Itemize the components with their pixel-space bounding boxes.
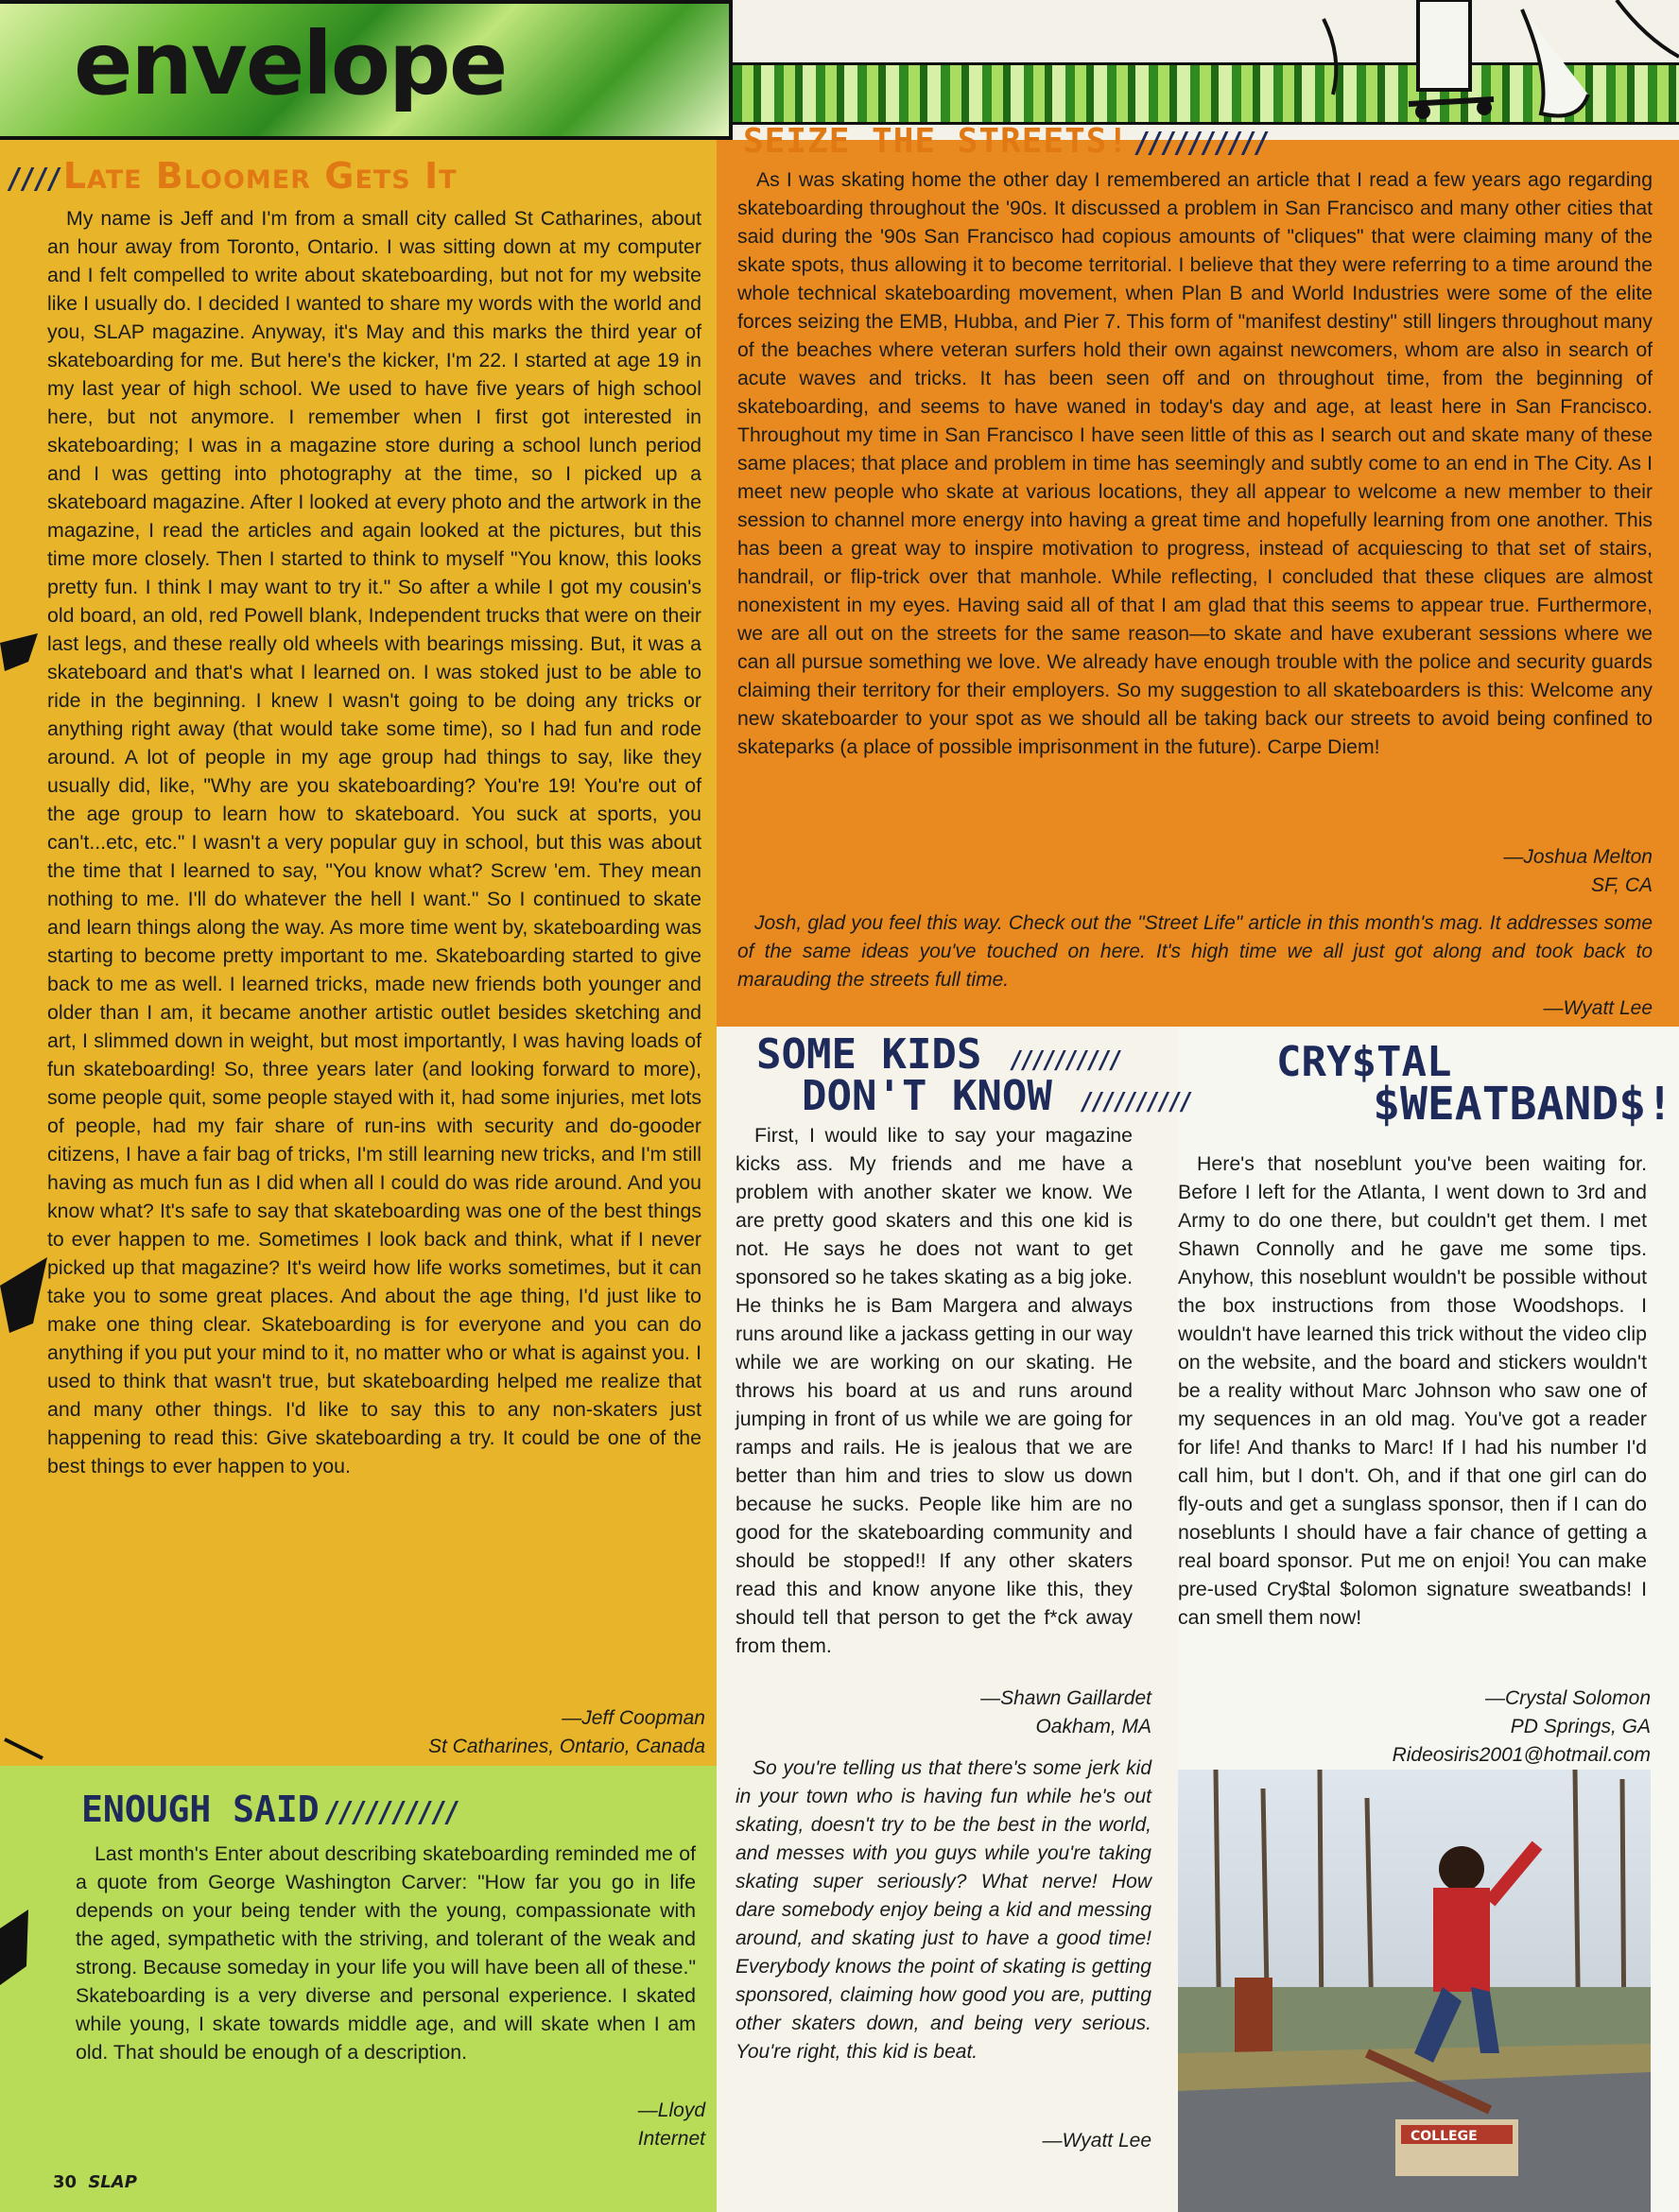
heading-slashes: ////////// [1008,1046,1119,1075]
signature-location: Oakham, MA [1035,1716,1151,1737]
crystal-title-line2: $WEATBAND$! [1373,1078,1673,1131]
seize-title: SEIZE THE STREETS! [743,122,1130,161]
late-bloomer-signature [284,1704,705,1761]
heading-slashes: ////////// [1133,127,1267,160]
late-bloomer-title: Late Bloomer Gets It [62,155,458,197]
late-bloomer-heading [6,155,705,202]
signature-location: St Catharines, Ontario, Canada [428,1736,705,1757]
heading-slashes: ////////// [1079,1088,1189,1116]
signature-name: —Lloyd [637,2100,705,2121]
enough-said-title: ENOUGH SAID [81,1789,320,1830]
seize-body: As I was skating home the other day I remembered an article that I read a few years ago regarding skateboarding throughout the '90s. It discussed a problem in San Francisco and many other cities that said during the '90s San Francisco had copious amounts of "cliques" that were claiming many of the skate spots, thus allowing it to become territorial. I believe that they were referring to a time around the whole technical skateboarding movement, when Plan B and World Industries were some of the elite forces seizing the EMB, Hubba, and Pier 7. This form of "manifest destiny" still lingers throughout many of the beaches where veteran surfers hold their own against newcomers, whom are also in search of acute waves and tricks. It has been seen off and on throughout time, from the beginning of skateboarding, and seems to have waned in today's day and age, at least here in San Francisco. Throughout my time in San Francisco I have seen little of this as I search out and skate many of these same places; that place and problem in time has seemingly and subtly come to an end in The City. As I meet new people who skate at various locations, they all appear to welcome a new member to their session to channel more energy into having a great time and hopefully learning from one another. This has been a great way to inspire motivation to progress, instead of acquiescing to that set of stairs, handrail, or flip-trick over that manhole. While reflecting, I concluded that these cliques are almost nonexistent in my eyes. Having said all of that I am glad that this seems to appear true. Furthermore, we are all out on the streets for the same reason—to skate and have exuberant sessions where we can all pursue something we love. We already have enough trouble with the police and security guards claiming their territory for their employers. So my suggestion to all skateboarders is this: Welcome any new skateboarder to your spot as we should all be taking back our streets to avoid being confined to skateparks (a place of possible imprisonment in the future). Carpe Diem! [737,169,1653,758]
some-kids-body: First, I would like to say your magazine kicks ass. My friends and me have a problem with another skater we know. We are pretty good skaters and this one kid is not. He says he does not want to get sponsored so he takes skating as a big joke. He thinks he is Bam Margera and always runs around like a jackass getting in our way while we are working on our skating. He throws his board at us and runs around jumping in front of us while we are going for ramps and rails. He is jealous that we are better than him and tries to slow us down because he sucks. People like him are no good for the skateboarding community and should be stopped!! If any other skaters read this and know anyone like this, they should tell that person to get the f*ck away from them. [736,1124,1133,1657]
skater-photo-icon [1178,1770,1651,2212]
enough-said-heading [81,1789,705,1834]
seize-reply-signature: —Wyatt Lee [1543,997,1653,1019]
seize-signature [1324,843,1653,900]
some-kids-title-line2: DON'T KNOW [802,1072,1052,1120]
page-footer [53,2172,137,2192]
heading-slashes: ////////// [323,1796,457,1829]
signature-email: Rideosiris2001@hotmail.com [1392,1744,1651,1766]
late-bloomer-body: My name is Jeff and I'm from a small city called St Catharines, about an hour away from Toronto, Ontario. I was sitting down at my computer and I felt compelled to write about skateboarding, but not for my website like I usually do. I decided I wanted to share my words with the world and you, SLAP magazine. Anyway, it's May and this marks the third year of skateboarding for me. But here's the kicker, I'm 22. I started at age 19 in my last year of high school. We used to have five years of high school here, but not anymore. I remember when I first got interested in skateboarding; I was in a magazine store during a school lunch period and I was getting into photography at the time, so I picked up a skateboard magazine. After I looked at every photo and the artwork in the magazine, I read the articles and again looked at the pictures, but this time more closely. Then I started to think to myself "You know, this looks pretty fun. I think I may want to try it." So after a while I got my cousin's old board, an old, red Powell blank, Independent trucks that were on their last legs, and these really old wheels with bearings missing. But, it was a skateboard and that's what I learned on. I was stoked just to be able to ride in the beginning. I knew I wasn't going to be doing any tricks or anything right away (that would take some time), so I had fun and rode around. A lot of people in my age group had things to say, like they usually did, like, "Why are you skateboarding? You're 19! You're out of the age group to learn how to skateboard. You suck at sports, you can't...etc, etc." I wasn't a very popular guy in school, but this was about the time that I learned to say, "You know what? Screw 'em. They mean nothing to me. I'll do whatever the hell I want." So I continued to skate and learn things along the way. As more time went by, skateboarding was starting to become pretty important to me. Skateboarding started to give back to me as well. I learned tricks, made new friends both younger and older than I am, it became another artistic outlet besides sketching and art, I slimmed down in weight, but most importantly, I was having loads of fun skateboarding! So, three years later (and looking forward to more), some people quit, some people stayed with it, had some injuries, met lots of people, had my fair share of run-ins with security and do-gooder citizens, I have a fair bag of tricks, I'm still learning new tricks, and I'm still having as much fun as I did when all I could do was ride around. And you know what? It's safe to say that skateboarding was one of the best things to ever happen to me. Sometimes I look back and think, what if I never picked up that magazine? It's weird how life works sometimes, but it can take you to some great places. And about the age thing, I'd just like to make one thing clear. Skateboarding is for everyone and you can do anything if you put your mind to it, no matter who or what is against you. I used to think that wasn't true, but skateboarding helped me realize that and many other things. I'd like to say this to any non-skaters just happening to read this: Give skateboarding a try. It could be one of the best things to ever happen to you. [47,207,701,1478]
signature-name: —Jeff Coopman [562,1707,705,1729]
heading-slashes: //// [6,163,60,196]
some-kids-reply-signature: —Wyatt Lee [1042,2130,1151,2152]
signature-name: —Crystal Solomon [1484,1687,1651,1709]
enough-said-signature [378,2097,705,2153]
some-kids-title-line1: SOME KIDS [756,1030,982,1079]
crystal-heading [1276,1038,1673,1146]
signature-location: PD Springs, GA [1510,1716,1651,1737]
magazine-name: SLAP [88,2172,137,2192]
some-kids-signature [851,1685,1151,1741]
page-number: 30 [53,2172,78,2192]
enough-said-body: Last month's Enter about describing skateboarding reminded me of a quote from George Washington Carver: "How far you go in life depends on your being tender with the young, compassionate with the aged, sympathetic with the striving, and tolerant of the weak and strong. Because someday in your life you will have been all of these." Skateboarding is a very diverse and personal experience. I skated while young, I skate towards middle age, and will skate when I am old. That should be enough of a description. [76,1842,696,2064]
signature-location: SF, CA [1591,874,1653,896]
noseblunt-photo [1178,1770,1651,2212]
some-kids-reply: So you're telling us that there's some jerk kid in your town who is having fun while he's out skating, doesn't try to be the best in the world, and messes with you guys while you're taking skating super seriously? What nerve! How dare somebody enjoy being a kid and messing around, and skating just to have a good time! Everybody knows the point of skating is getting sponsored, claiming how good you are, putting other skaters down, and being very serious. You're right, this kid is beat. [736,1757,1151,2063]
section-title: envelope [74,13,507,114]
seize-reply: Josh, glad you feel this way. Check out the "Street Life" article in this month's mag. It addresses some of the same ideas you've touched on here. It's high time we all just got along and took back to marauding the streets full time. [737,912,1653,991]
crystal-title-line1: CRY$TAL [1276,1038,1452,1086]
crystal-body: Here's that noseblunt you've been waiting for. Before I left for the Atlanta, I went down to 3rd and Army to do one there, but couldn't get them. I met Shawn Connolly and he gave me some tips. Anyhow, this noseblunt wouldn't be possible without the box instructions from those Woodshops. I wouldn't have learned this trick without the video clip on the website, and the board and stickers wouldn't be a reality without Marc Johnson who saw one of my sequences in an old mag. You've got a reader for life! And thanks to Marc! If I had his number I'd call him, but I don't. Oh, and if that one girl can do fly-outs and get a sunglass sponsor, then if I can do noseblunts I should have a fair chance of getting a real board sponsor. Put me on enjoi! You can make pre-used Cry$tal $olomon signature sweatbands! I can smell them now! [1178,1152,1647,1629]
box-label: COLLEGE [1411,2129,1478,2144]
signature-location: Internet [637,2128,705,2150]
some-kids-heading [756,1030,1189,1129]
signature-name: —Joshua Melton [1503,846,1653,868]
crystal-signature [1305,1685,1651,1770]
seize-heading [743,121,1594,166]
signature-name: —Shawn Gaillardet [980,1687,1151,1709]
